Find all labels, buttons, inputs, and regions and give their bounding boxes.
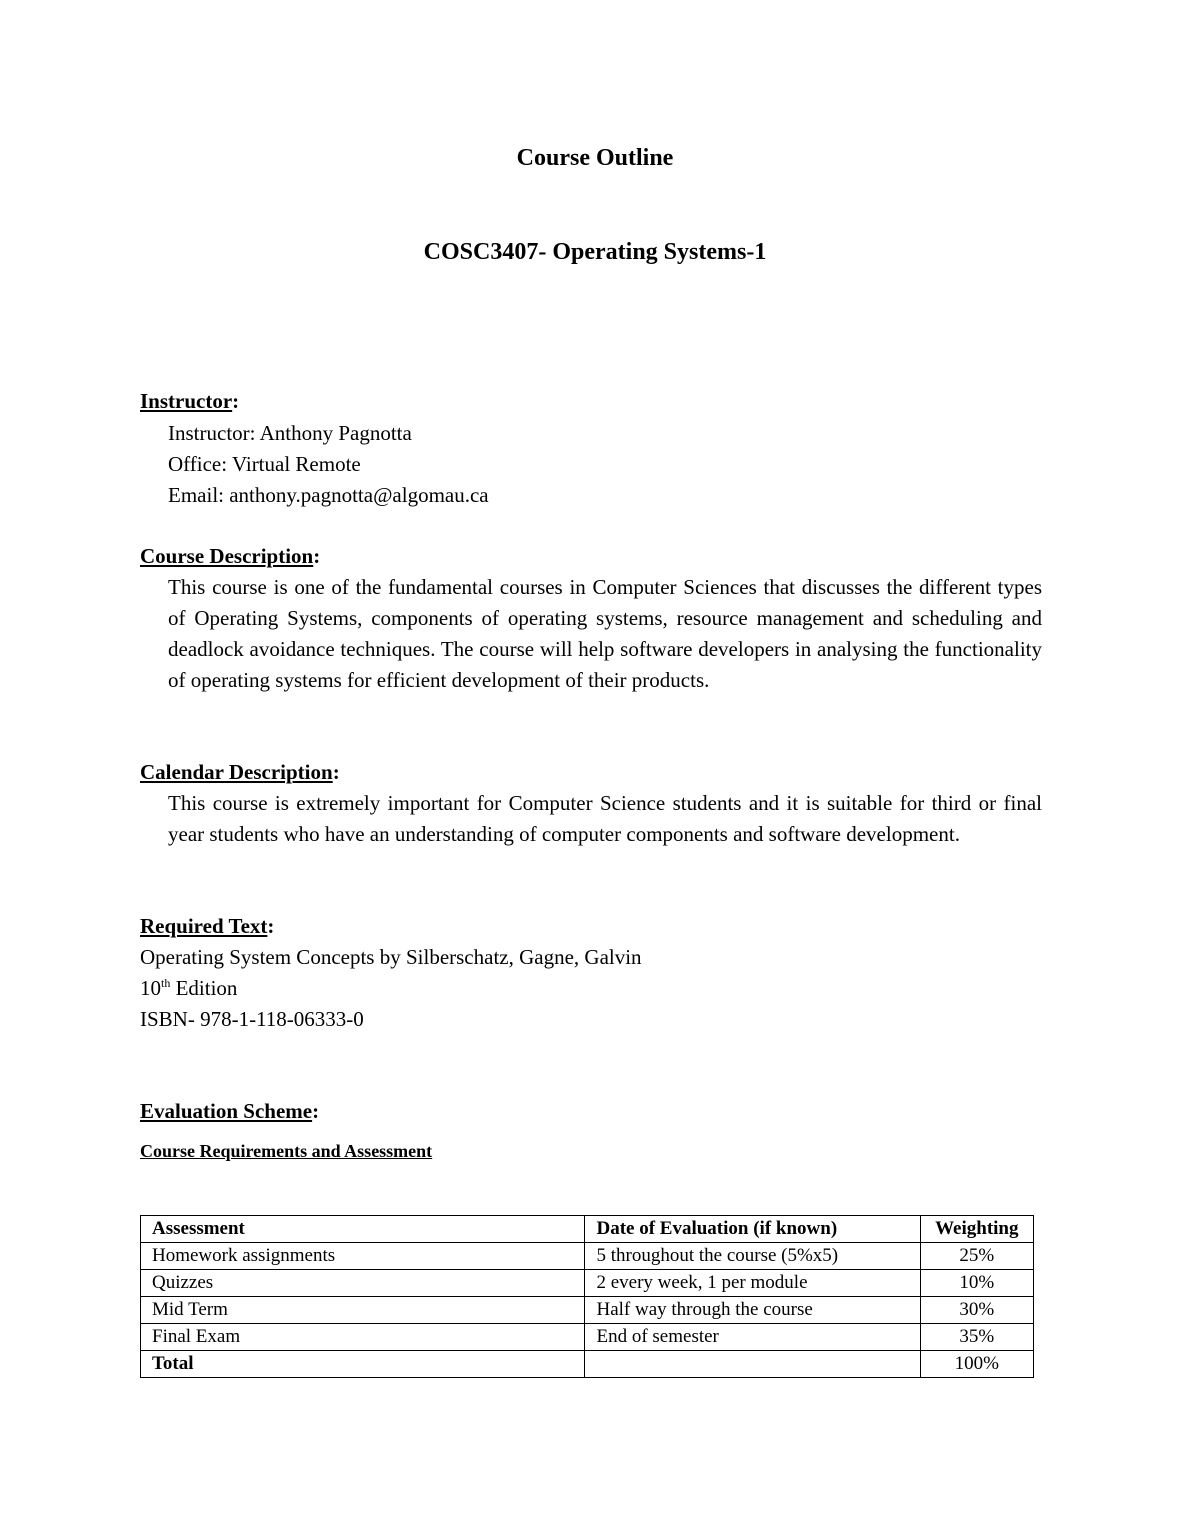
textbook-edition — [140, 973, 1040, 1004]
instructor-email: Email: anthony.pagnotta@algomau.ca — [168, 483, 489, 507]
date-cell: End of semester — [585, 1324, 920, 1351]
edition-suffix: th — [161, 976, 171, 990]
date-cell: 2 every week, 1 per module — [585, 1270, 920, 1297]
evaluation-heading: Evaluation Scheme: — [140, 1099, 320, 1123]
total-label-cell: Total — [141, 1351, 585, 1378]
instructor-heading-label: Instructor — [140, 389, 233, 413]
column-header: Date of Evaluation (if known) — [585, 1216, 920, 1243]
date-cell: Half way through the course — [585, 1297, 920, 1324]
assessment-cell: Quizzes — [141, 1270, 585, 1297]
table-row — [141, 1297, 1034, 1324]
total-date-cell — [585, 1351, 920, 1378]
table-row — [141, 1243, 1034, 1270]
weighting-cell: 25% — [920, 1243, 1033, 1270]
instructor-heading: Instructor: — [140, 389, 240, 413]
instructor-details — [168, 418, 1042, 511]
weighting-cell: 10% — [920, 1270, 1033, 1297]
edition-word: Edition — [175, 976, 238, 1000]
calendar-description-heading-label: Calendar Description — [140, 760, 333, 784]
date-cell: 5 throughout the course (5%x5) — [585, 1243, 920, 1270]
assessment-cell: Homework assignments — [141, 1243, 585, 1270]
textbook-title: Operating System Concepts by Silberschatz, Gagne, Galvin — [140, 945, 642, 969]
calendar-description-text: This course is extremely important for Computer Science students and it is suitable for third or final year students who have an understanding of computer components and software development. — [168, 791, 1042, 846]
course-title: COSC3407- Operating Systems-1 — [423, 239, 767, 265]
weighting-cell: 35% — [920, 1324, 1033, 1351]
document-title: Course Outline — [516, 145, 674, 171]
column-header: Weighting — [920, 1216, 1033, 1243]
assessment-cell: Mid Term — [141, 1297, 585, 1324]
assessment-cell: Final Exam — [141, 1324, 585, 1351]
textbook-isbn: ISBN- 978-1-118-06333-0 — [140, 1007, 364, 1031]
table-total-row — [141, 1351, 1034, 1378]
evaluation-heading-label: Evaluation Scheme — [140, 1099, 313, 1123]
assessment-subheading: Course Requirements and Assessment — [140, 1141, 433, 1161]
required-text-heading: Required Text: — [140, 914, 275, 938]
column-header: Assessment — [141, 1216, 585, 1243]
course-description-heading-label: Course Description — [140, 544, 314, 568]
total-weighting-cell: 100% — [920, 1351, 1033, 1378]
table-row — [141, 1324, 1034, 1351]
assessment-table — [140, 1215, 1034, 1378]
course-description-text: This course is one of the fundamental courses in Computer Sciences that discusses the different types of Operating Systems, components of operating systems, resource management and scheduling and deadlock avoidance techniques. The course will help software developers in analysing the functionality of operating systems for efficient development of their products. — [168, 575, 1042, 692]
required-text-heading-label: Required Text — [140, 914, 268, 938]
edition-number: 10 — [140, 976, 161, 1000]
course-description-heading: Course Description: — [140, 544, 321, 568]
required-text-details — [140, 942, 1040, 1035]
instructor-name: Instructor: Anthony Pagnotta — [168, 421, 412, 445]
weighting-cell: 30% — [920, 1297, 1033, 1324]
table-header-row — [141, 1216, 1034, 1243]
instructor-office: Office: Virtual Remote — [168, 452, 361, 476]
table-row — [141, 1270, 1034, 1297]
calendar-description-heading: Calendar Description: — [140, 760, 340, 784]
